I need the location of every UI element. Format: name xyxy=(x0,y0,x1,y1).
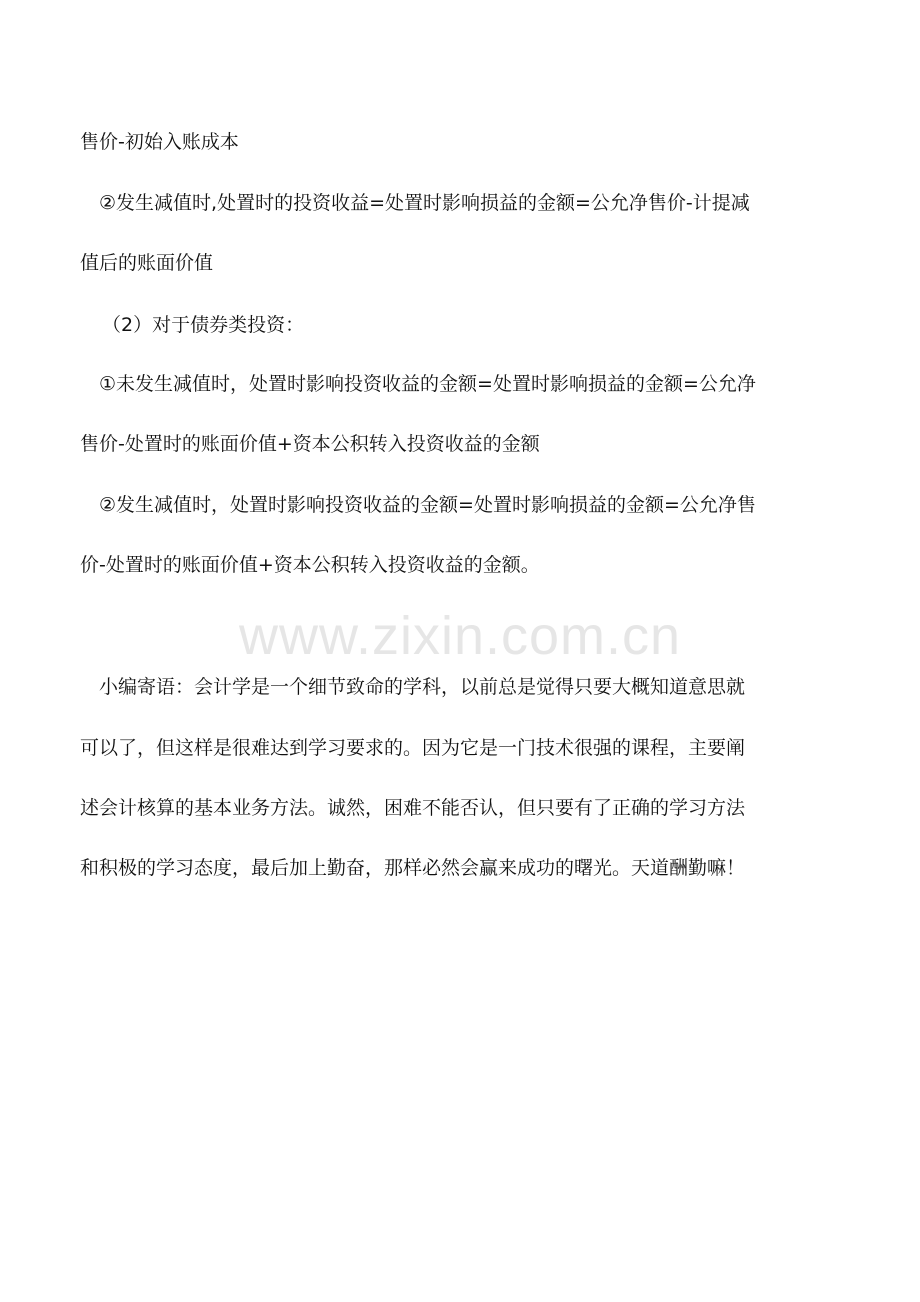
text-line-3: 值后的账面价值 xyxy=(80,252,214,274)
text-line-10: 可以了，但这样是很难达到学习要求的。因为它是一门技术很强的课程，主要阐 xyxy=(80,737,746,759)
text-line-4: （2）对于债券类投资： xyxy=(102,314,305,336)
text-line-9: 小编寄语：会计学是一个细节致命的学科，以前总是觉得只要大概知道意思就 xyxy=(99,676,746,698)
text-line-8: 价-处置时的账面价值+资本公积转入投资收益的金额。 xyxy=(80,554,540,576)
text-line-1: 售价-初始入账成本 xyxy=(80,131,239,153)
text-line-5: ①未发生减值时，处置时影响投资收益的金额=处置时影响损益的金额=公允净 xyxy=(99,373,756,395)
text-line-11: 述会计核算的基本业务方法。诚然，困难不能否认，但只要有了正确的学习方法 xyxy=(80,797,746,819)
watermark: www.zixin.com.cn xyxy=(238,606,682,666)
text-line-12: 和积极的学习态度，最后加上勤奋，那样必然会赢来成功的曙光。天道酬勤嘛！ xyxy=(80,857,746,879)
text-line-2: ②发生减值时,处置时的投资收益=处置时影响损益的金额=公允净售价-计提减 xyxy=(99,192,750,214)
text-line-7: ②发生减值时，处置时影响投资收益的金额=处置时影响损益的金额=公允净售 xyxy=(99,494,756,516)
text-line-6: 售价-处置时的账面价值+资本公积转入投资收益的金额 xyxy=(80,433,540,455)
